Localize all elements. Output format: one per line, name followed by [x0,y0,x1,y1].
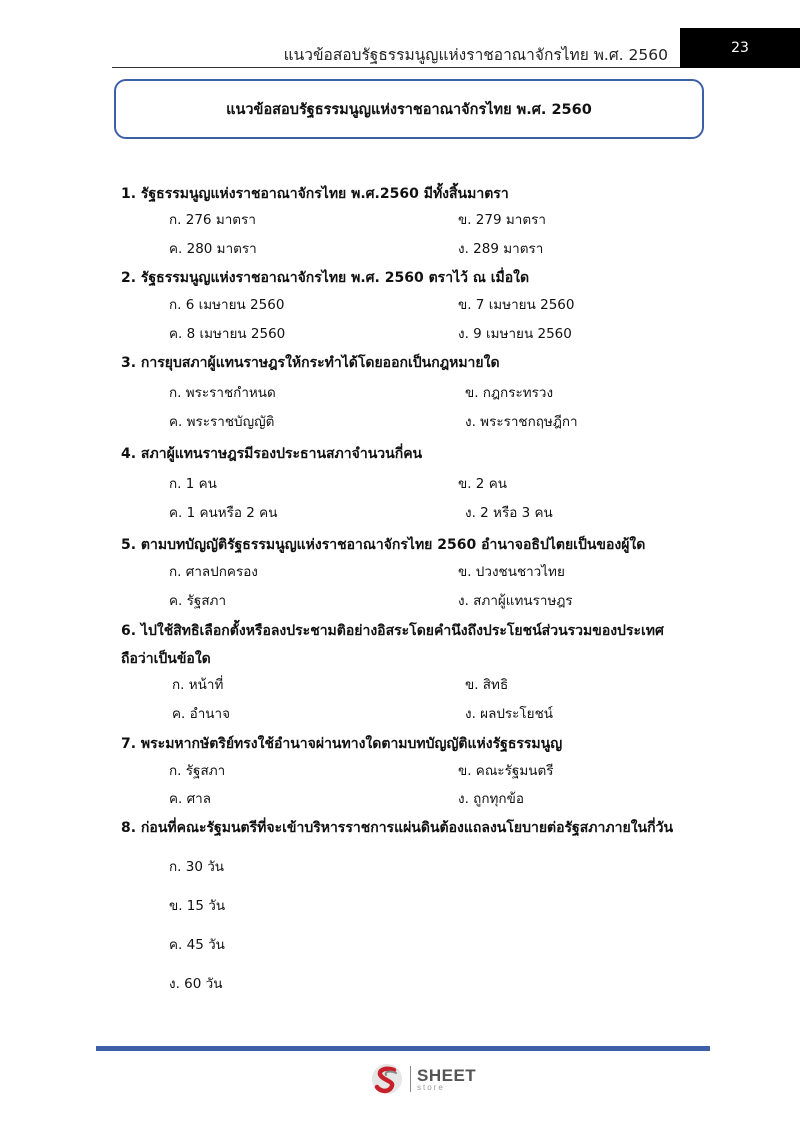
question-4: 4. สภาผู้แทนราษฎรมีรองประธานสภาจำนวนกี่คน [121,446,423,462]
question-4-option-a: ก. 1 คน [169,476,217,492]
question-1-option-d: ง. 289 มาตรา [458,241,544,257]
question-7-option-b: ข. คณะรัฐมนตรี [458,763,554,779]
question-6-option-a: ก. หน้าที่ [172,677,224,693]
footer-bar [96,1046,710,1051]
question-3-option-d: ง. พระราชกฤษฎีกา [465,414,578,430]
question-2-option-a: ก. 6 เมษายน 2560 [169,297,285,313]
sheet-store-logo [370,1062,476,1096]
question-8: 8. ก่อนที่คณะรัฐมนตรีที่จะเข้าบริหารราชการแผ่นดินต้องแถลงนโยบายต่อรัฐสภาภายในกี่วัน [121,820,674,836]
question-3-option-c: ค. พระราชบัญญัติ [169,414,275,430]
running-header-title: แนวข้อสอบรัฐธรรมนูญแห่งราชอาณาจักรไทย พ.ศ. 2560 [283,46,668,64]
question-7: 7. พระมหากษัตริย์ทรงใช้อำนาจผ่านทางใดตามบทบัญญัติแห่งรัฐธรรมนูญ [121,736,563,752]
question-1-option-c: ค. 280 มาตรา [169,241,257,257]
title-box [114,79,704,139]
question-2-option-b: ข. 7 เมษายน 2560 [458,297,575,313]
page-number: 23 [731,40,749,56]
question-2: 2. รัฐธรรมนูญแห่งราชอาณาจักรไทย พ.ศ. 2560 ตราไว้ ณ เมื่อใด [121,270,530,286]
logo-divider [410,1066,411,1092]
question-4-option-b: ข. 2 คน [458,476,507,492]
question-5-option-d: ง. สภาผู้แทนราษฎร [458,593,573,609]
question-6-option-c: ค. อำนาจ [172,706,231,722]
question-2-option-d: ง. 9 เมษายน 2560 [458,326,572,342]
question-3-option-b: ข. กฎกระทรวง [465,385,554,401]
question-6-option-b: ข. สิทธิ [465,677,509,693]
header-divider [112,67,680,68]
question-1-option-a: ก. 276 มาตรา [169,212,256,228]
logo-main-text: SHEET [417,1065,477,1085]
question-5-option-a: ก. ศาลปกครอง [169,564,258,580]
question-3: 3. การยุบสภาผู้แทนราษฎรให้กระทำได้โดยออกเป็นกฎหมายใด [121,355,500,371]
question-8-option-b: ข. 15 วัน [169,898,226,914]
page-title: แนวข้อสอบรัฐธรรมนูญแห่งราชอาณาจักรไทย พ.ศ. 2560 [226,101,592,118]
question-5-option-c: ค. รัฐสภา [169,593,227,609]
question-8-option-d: ง. 60 วัน [169,976,223,992]
question-7-option-a: ก. รัฐสภา [169,763,226,779]
question-6: 6. ไปใช้สิทธิเลือกตั้งหรือลงประชามติอย่างอิสระโดยคำนึงถึงประโยชน์ส่วนรวมของประเทศ ถือว่าเป็นข้อใด [121,623,664,667]
question-8-option-a: ก. 30 วัน [169,859,225,875]
question-7-option-c: ค. ศาล [169,791,212,807]
question-1: 1. รัฐธรรมนูญแห่งราชอาณาจักรไทย พ.ศ.2560 มีทั้งสิ้นมาตรา [121,186,509,202]
page-number-box [680,28,800,68]
question-4-option-c: ค. 1 คนหรือ 2 คน [169,505,278,521]
question-3-option-a: ก. พระราชกำหนด [169,385,276,401]
question-8-option-c: ค. 45 วัน [169,937,225,953]
question-2-option-c: ค. 8 เมษายน 2560 [169,326,286,342]
question-6-option-d: ง. ผลประโยชน์ [465,706,553,722]
question-4-option-d: ง. 2 หรือ 3 คน [465,505,553,521]
question-7-option-d: ง. ถูกทุกข้อ [458,791,524,807]
question-5-option-b: ข. ปวงชนชาวไทย [458,564,565,580]
logo-sub-text: store [417,1082,445,1092]
question-5: 5. ตามบทบัญญัติรัฐธรรมนูญแห่งราชอาณาจักรไทย 2560 อำนาจอธิปไตยเป็นของผู้ใด [121,537,646,553]
question-1-option-b: ข. 279 มาตรา [458,212,546,228]
sheet-store-logo-icon [370,1062,404,1096]
logo-text [417,1067,476,1092]
